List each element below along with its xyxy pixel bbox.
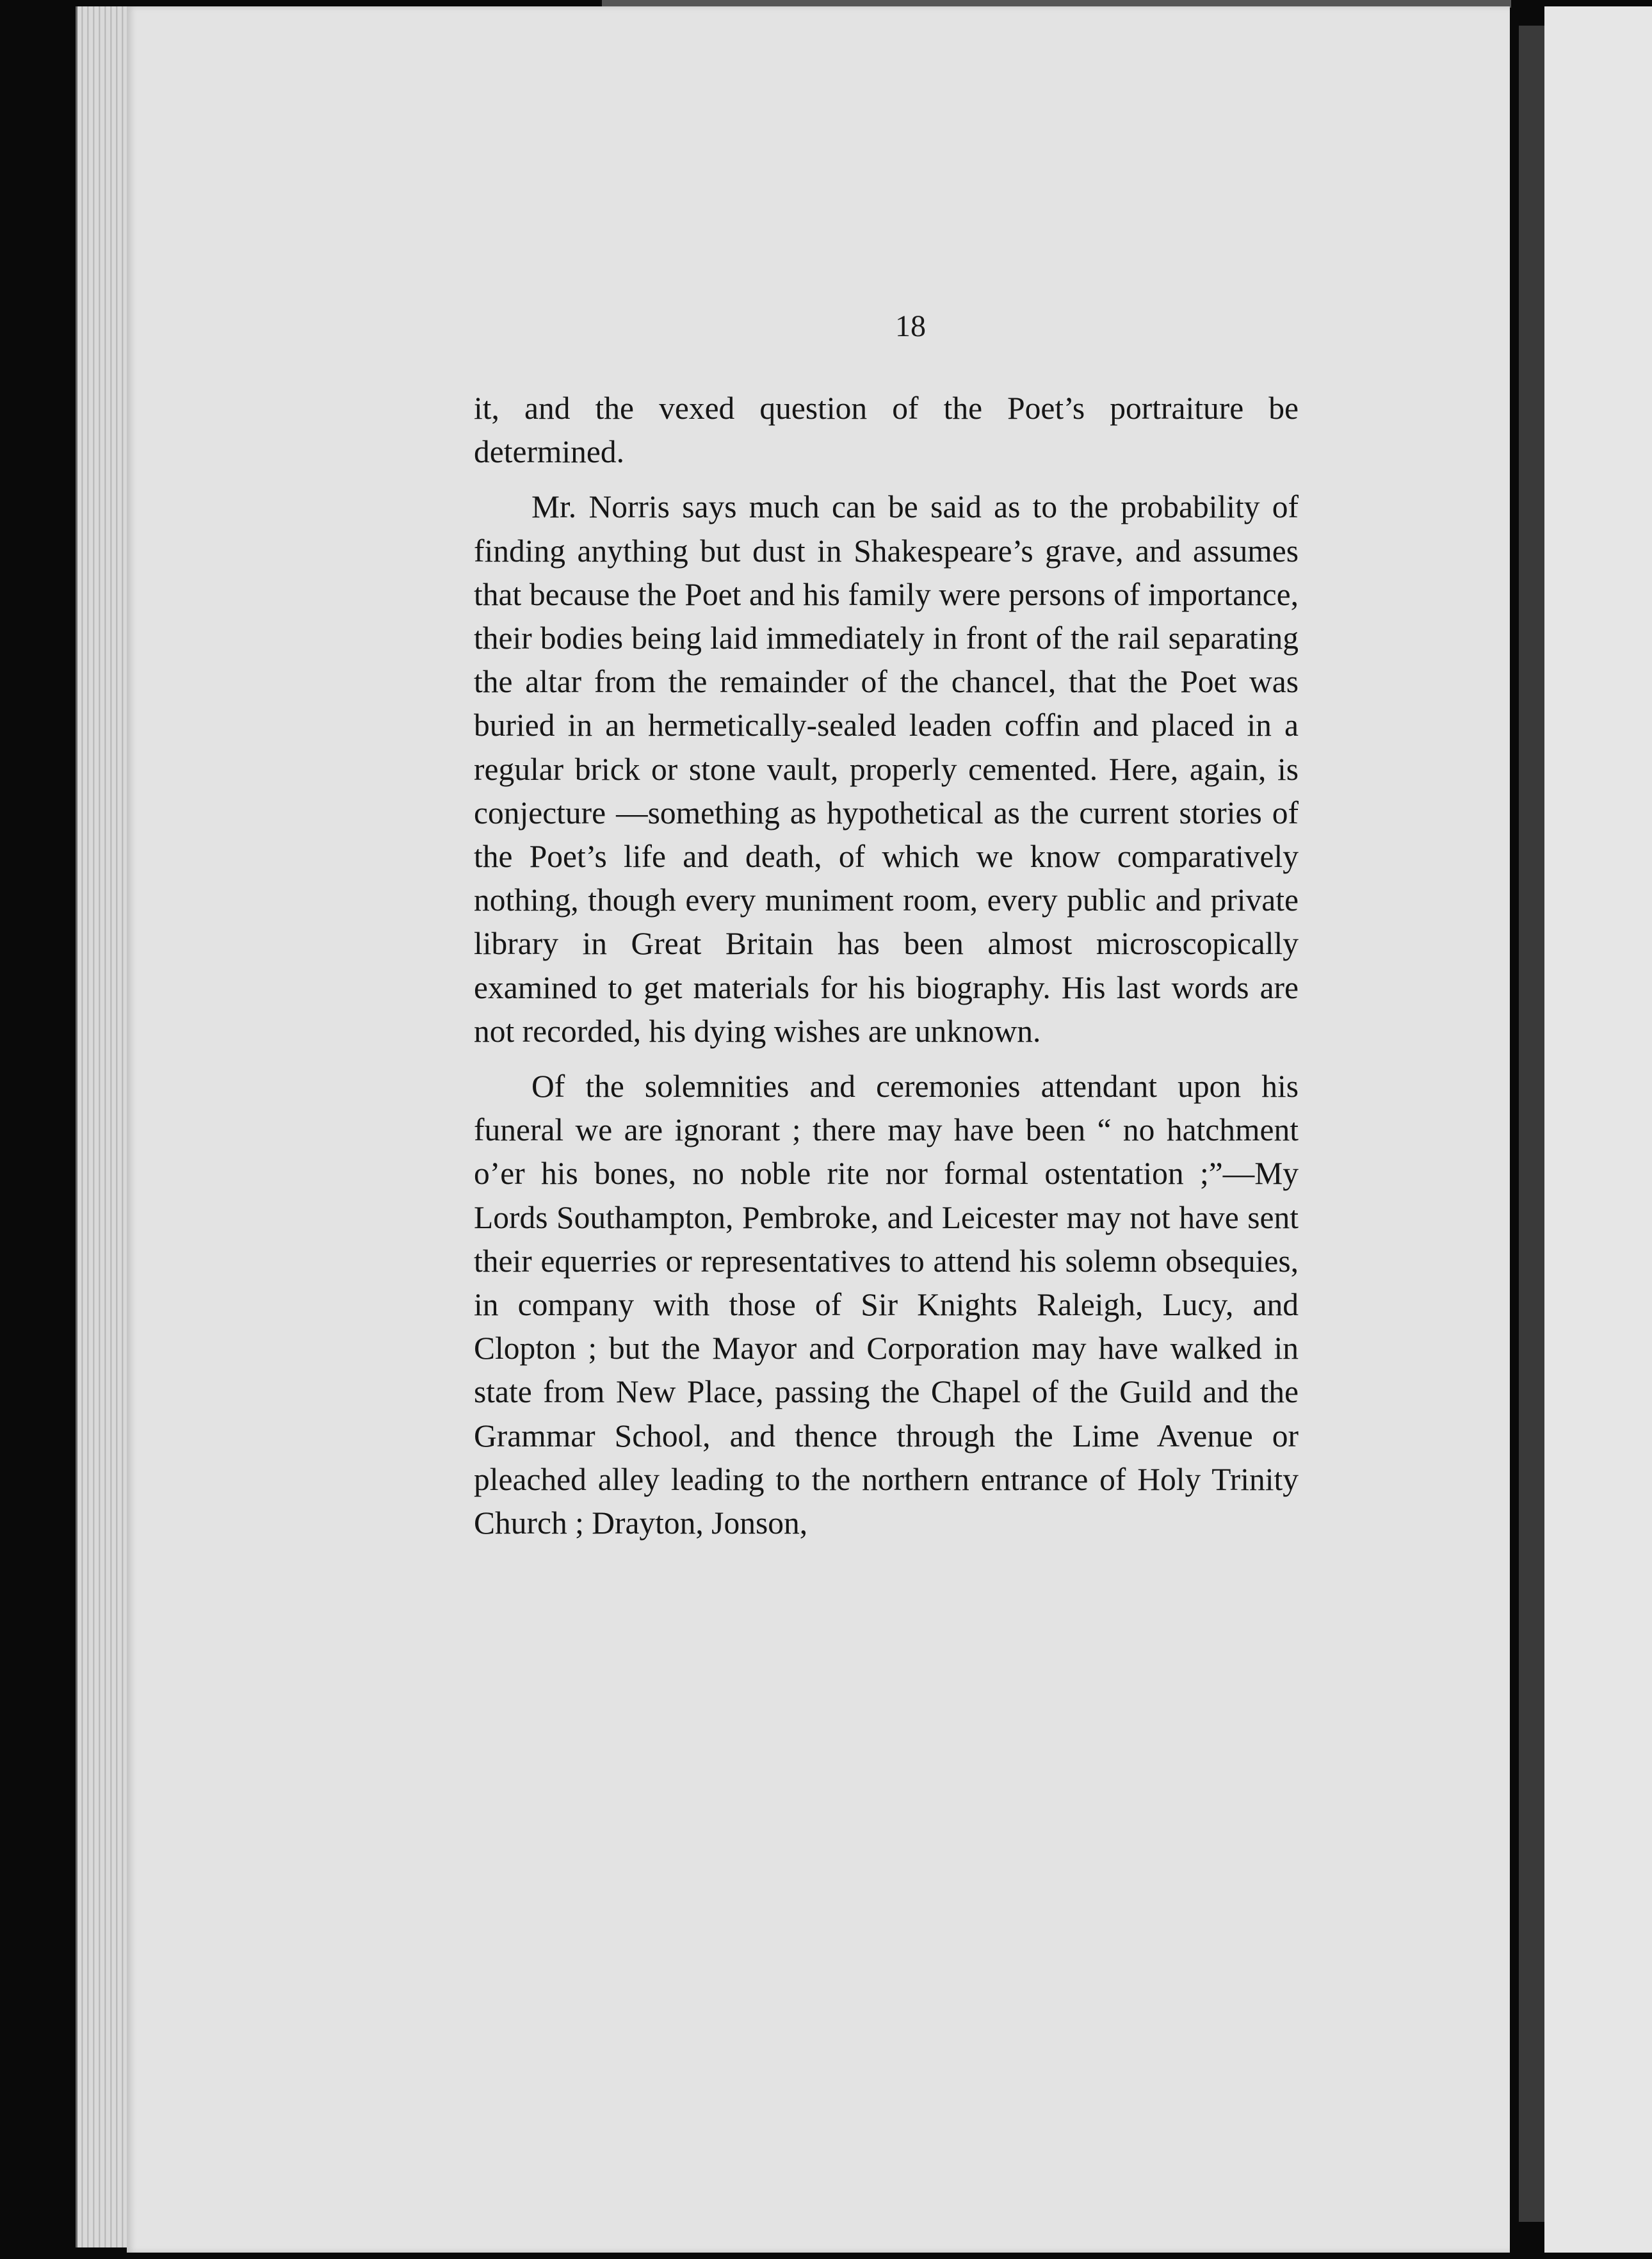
paragraph: Of the solemnities and ceremonies attendant upon his funeral we are ignorant ; there may have been “ no hatchment o’er his bones, no noble rite nor formal ostentation ;”—My Lords Southampton, Pembroke, and Leicester may not have sent their equerries or representatives to attend his solemn obsequies, in company with those of Sir Knights Raleigh, Lucy, and Clopton ; but the Mayor and Corporation may have walked in state from New Place, passing the Chapel of the Guild and the Grammar School, and thence through the Lime Avenue or pleached alley leading to the northern entrance of Holy Trinity Church ; Drayton, Jonson,: [474, 1069, 1299, 1541]
page-gutter-shadow: [1519, 26, 1544, 2222]
body-text: [474, 387, 1299, 1557]
paragraph: Mr. Norris says much can be said as to the probability of finding anything but dust in Shakespeare’s grave, and assumes that because the Poet and his family were persons of importance, their bodies being laid immediately in front of the rail separating the altar from the remainder of the chancel, that the Poet was buried in an hermetically-sealed leaden coffin and placed in a regular brick or stone vault, properly cemented. Here, again, is conjecture —something as hypothetical as the current stories of the Poet’s life and death, of which we know comparatively nothing, though every muniment room, every public and private library in Great Britain has been almost microscopically examined to get materials for his biography. His last words are not recorded, his dying wishes are unknown.: [474, 489, 1299, 1049]
page-number: 18: [895, 309, 926, 343]
paragraph-continuation: it, and the vexed question of the Poet’s portraiture be determined.: [474, 391, 1299, 470]
